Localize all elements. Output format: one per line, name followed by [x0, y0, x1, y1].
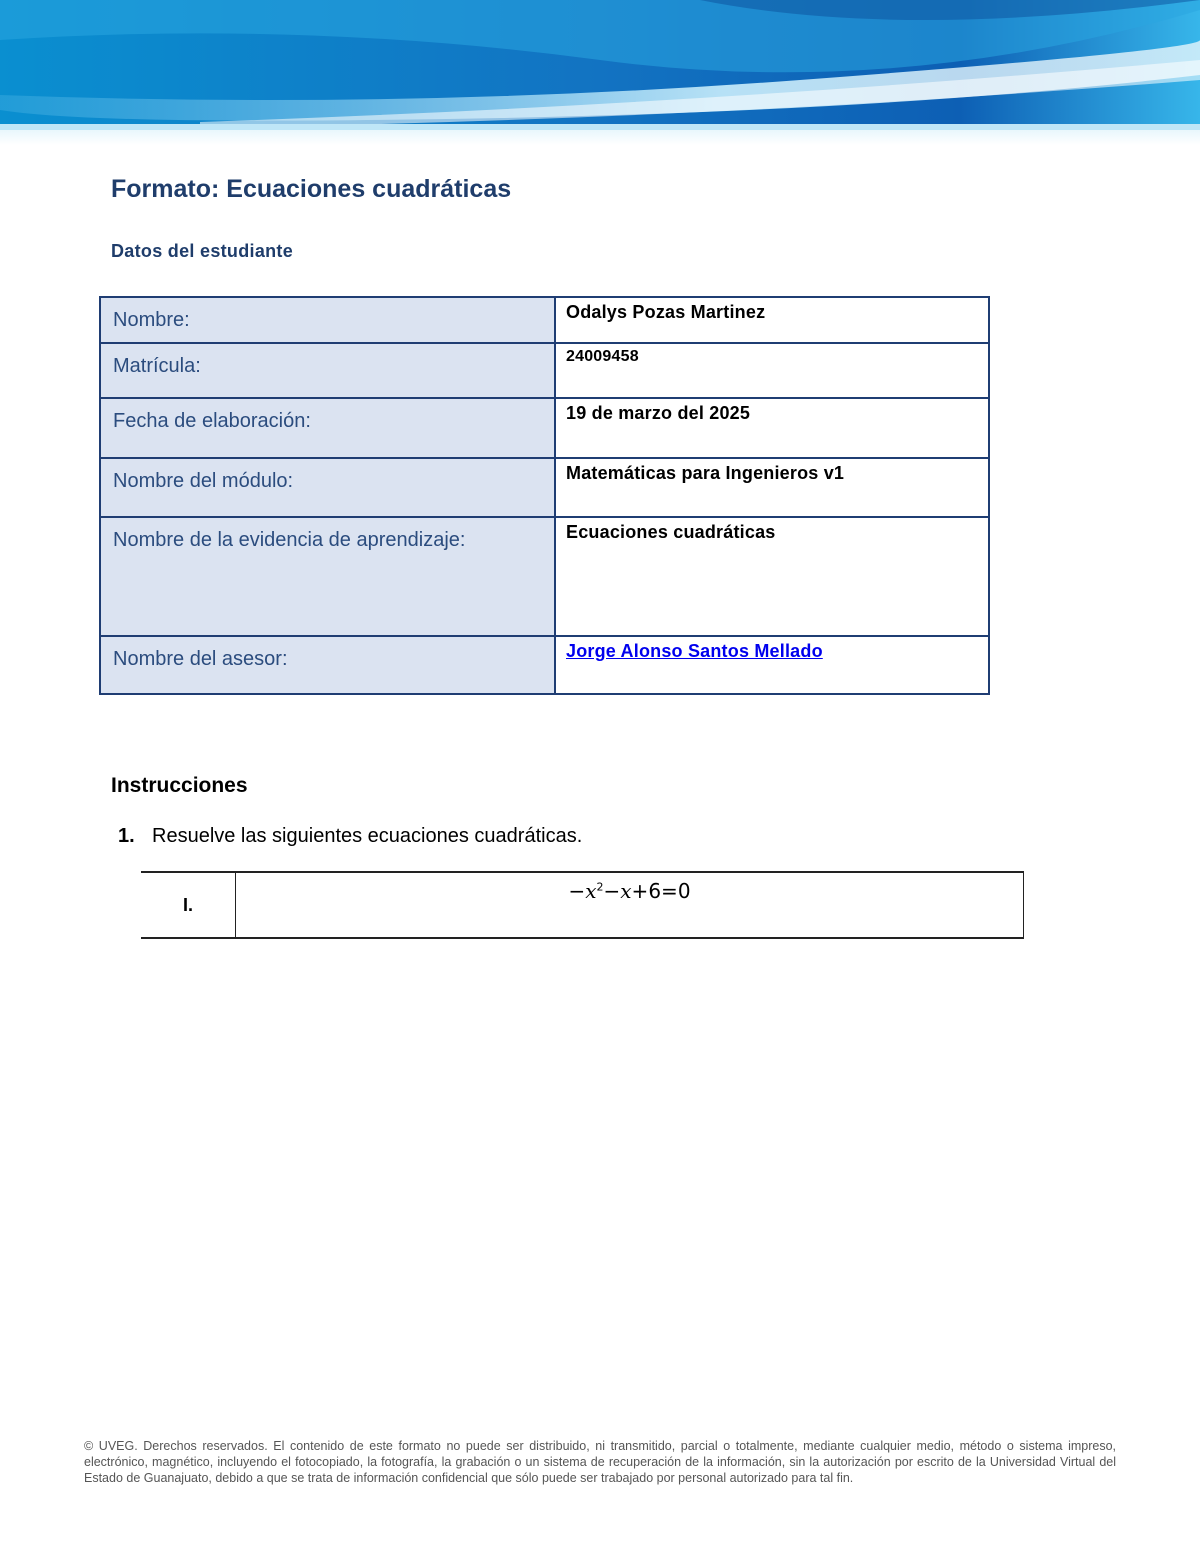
value-matricula: 24009458	[555, 343, 989, 398]
header-banner	[0, 0, 1200, 145]
table-row	[100, 458, 989, 517]
value-date: 19 de marzo del 2025	[555, 398, 989, 458]
value-module: Matemáticas para Ingenieros v1	[555, 458, 989, 517]
instructions-heading: Instrucciones	[111, 774, 248, 797]
eq-minus-sign: −	[603, 879, 621, 903]
table-row	[100, 297, 989, 343]
instruction-item	[118, 825, 582, 848]
table-row	[100, 398, 989, 458]
label-matricula: Matrícula:	[100, 343, 555, 398]
instruction-number: 1.	[118, 825, 135, 847]
label-name: Nombre:	[100, 297, 555, 343]
eq-minus-sign: −	[568, 879, 586, 903]
copyright-footer: © UVEG. Derechos reservados. El contenido de este formato no puede ser distribuido, ni transmitido, parcial o totalmente, mediante cualquier medio, método o sistema impreso, electrónico, magnético, incluyendo el fotocopiado, la fotografía, la grabación o un sistema de recuperación de la información, sin la autorización por escrito de la Universidad Virtual del Estado de Guanajuato, debido a que se trata de información confidencial que sólo puede ser trabajado por personal autorizado para tal fin.	[84, 1439, 1116, 1485]
table-row	[141, 872, 1024, 938]
label-advisor: Nombre del asesor:	[100, 636, 555, 694]
eq-variable-x: x	[620, 879, 632, 903]
equation-label: I.	[141, 872, 236, 938]
table-row	[100, 636, 989, 694]
table-row	[100, 343, 989, 398]
equation-math	[568, 879, 690, 903]
eq-equals-sign: =	[661, 879, 678, 903]
instruction-text: Resuelve las siguientes ecuaciones cuadráticas.	[152, 825, 583, 847]
label-date: Fecha de elaboración:	[100, 398, 555, 458]
label-evidence: Nombre de la evidencia de aprendizaje:	[100, 517, 555, 636]
value-name: Odalys Pozas Martinez	[555, 297, 989, 343]
student-data-table	[99, 296, 990, 695]
eq-zero: 0	[677, 879, 691, 903]
eq-exponent: 2	[596, 880, 604, 894]
label-module: Nombre del módulo:	[100, 458, 555, 517]
table-row	[100, 517, 989, 636]
advisor-link[interactable]: Jorge Alonso Santos Mellado	[566, 641, 823, 661]
equation-table	[141, 871, 1024, 939]
value-advisor-cell	[555, 636, 989, 694]
document-title: Formato: Ecuaciones cuadráticas	[111, 175, 512, 203]
eq-plus-sign: +	[631, 879, 649, 903]
eq-constant: 6	[648, 879, 662, 903]
value-evidence: Ecuaciones cuadráticas	[555, 517, 989, 636]
banner-graphic	[0, 0, 1200, 145]
section-student-heading: Datos del estudiante	[111, 241, 294, 261]
eq-variable-x: x	[585, 879, 597, 903]
equation-cell	[236, 872, 1024, 938]
